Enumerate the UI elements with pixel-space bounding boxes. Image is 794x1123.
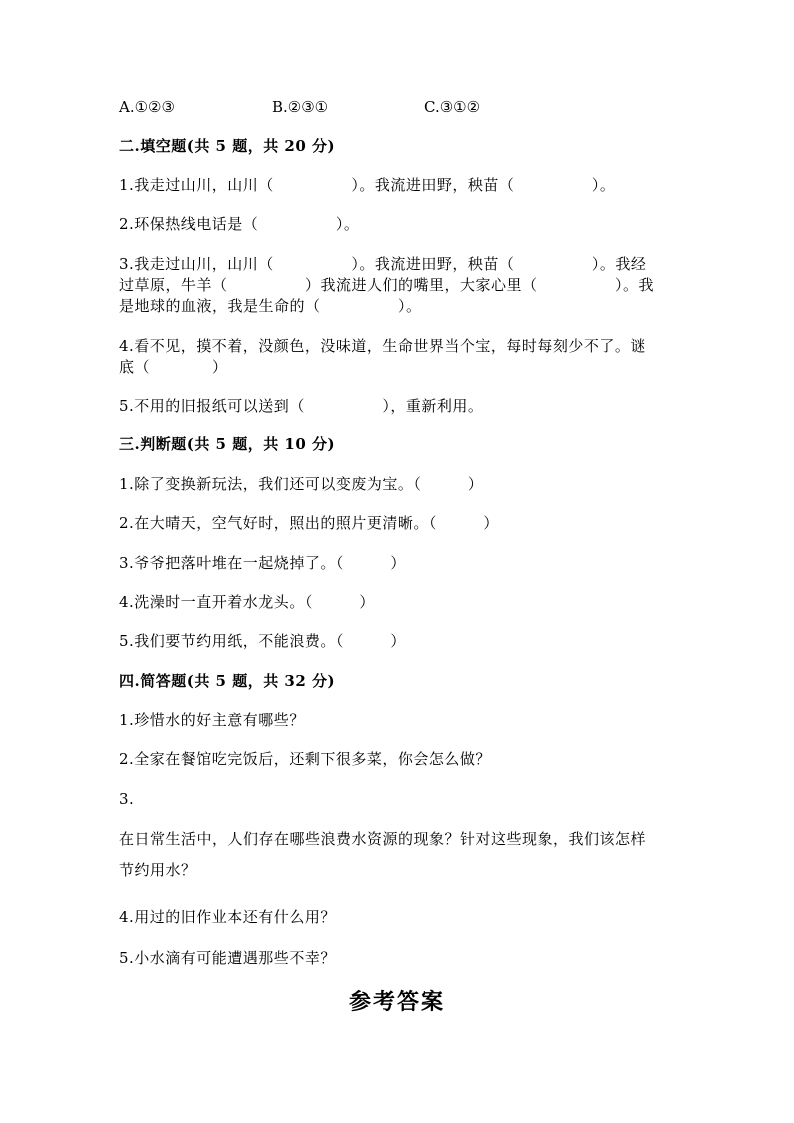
section2-heading: 二.填空题(共 5 题，共 20 分) [119, 137, 336, 155]
section3-heading: 三.判断题(共 5 题，共 10 分) [119, 435, 336, 453]
fill-question-3-line3: 是地球的血液，我是生命的（ ）。 [119, 297, 422, 315]
judge-question-3: 3.爷爷把落叶堆在一起烧掉了。（ ） [119, 554, 406, 572]
option-a: A.①②③ [119, 98, 175, 116]
fill-question-2: 2.环保热线电话是（ ）。 [119, 215, 360, 233]
fill-question-4-line2: 底（ ） [119, 358, 228, 376]
short-question-3-line1: 在日常生活中，人们存在哪些浪费水资源的现象？针对这些现象，我们该怎样 [119, 830, 647, 848]
short-question-5: 5.小水滴有可能遭遇那些不幸？ [119, 949, 336, 967]
short-question-1: 1.珍惜水的好主意有哪些？ [119, 711, 305, 729]
fill-question-4-line1: 4.看不见，摸不着，没颜色，没味道，生命世界当个宝，每时每刻少不了。谜 [119, 337, 646, 355]
option-c: C.③①② [424, 98, 481, 116]
fill-question-3-line1: 3.我走过山川，山川（ ）。我流进田野，秧苗（ ）。我经 [119, 255, 647, 273]
answer-title: 参考答案 [348, 989, 445, 1015]
fill-question-3-line2: 过草原，牛羊（ ）我流进人们的嘴里，大家心里（ ）。我 [119, 276, 655, 294]
short-question-4: 4.用过的旧作业本还有什么用？ [119, 908, 336, 926]
judge-question-5: 5.我们要节约用纸，不能浪费。（ ） [119, 632, 406, 650]
short-question-3-line2: 节约用水？ [119, 861, 197, 879]
option-b: B.②③① [272, 98, 329, 116]
fill-question-5: 5.不用的旧报纸可以送到（ ），重新利用。 [119, 397, 484, 415]
section4-heading: 四.简答题(共 5 题，共 32 分) [119, 672, 336, 690]
short-question-3-number: 3. [119, 790, 135, 808]
judge-question-4: 4.洗澡时一直开着水龙头。（ ） [119, 593, 375, 611]
judge-question-1: 1.除了变换新玩法，我们还可以变废为宝。（ ） [119, 475, 484, 493]
short-question-2: 2.全家在餐馆吃完饭后，还剩下很多菜，你会怎么做？ [119, 750, 491, 768]
judge-question-2: 2.在大晴天，空气好时，照出的照片更清晰。（ ） [119, 514, 499, 532]
fill-question-1: 1.我走过山川，山川（ ）。我流进田野，秧苗（ ）。 [119, 176, 616, 194]
